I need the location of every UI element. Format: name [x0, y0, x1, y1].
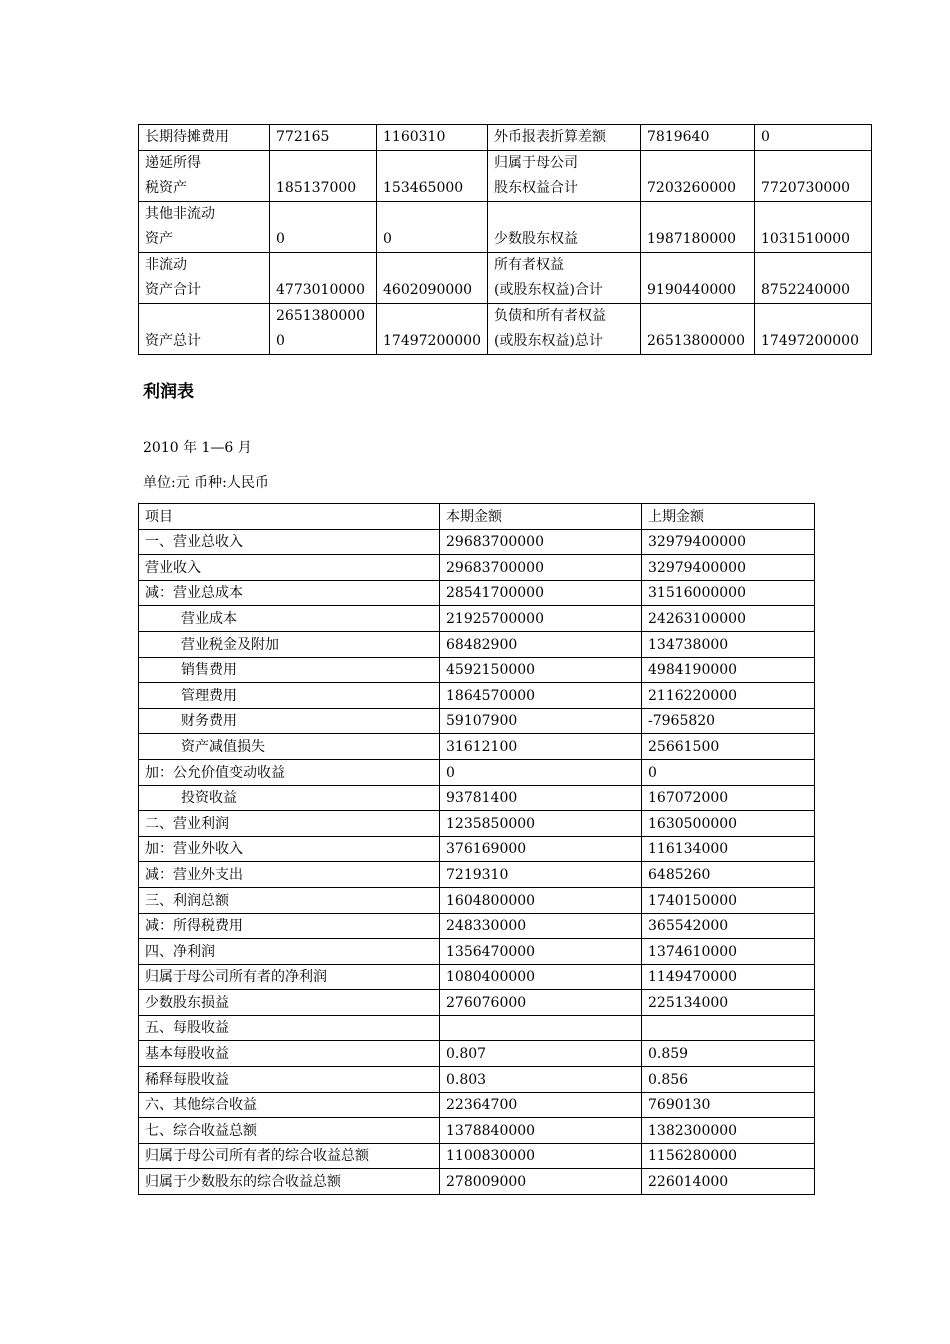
balance-sheet-table [138, 124, 872, 355]
item-label: 营业成本 [139, 606, 440, 632]
asset-label [139, 202, 270, 253]
current-amount: 278009000 [440, 1169, 642, 1195]
table-row [139, 913, 815, 939]
asset-label [139, 151, 270, 202]
current-amount: 276076000 [440, 990, 642, 1016]
item-label: 基本每股收益 [139, 1041, 440, 1067]
current-amount: 1356470000 [440, 939, 642, 965]
item-label: 六、其他综合收益 [139, 1092, 440, 1118]
asset-label [139, 125, 270, 151]
current-amount: 4592150000 [440, 657, 642, 683]
current-amount: 28541700000 [440, 580, 642, 606]
previous-amount: -7965820 [642, 708, 815, 734]
previous-amount: 1374610000 [642, 939, 815, 965]
previous-amount: 167072000 [642, 785, 815, 811]
item-label: 三、利润总额 [139, 887, 440, 913]
table-row [139, 657, 815, 683]
equity-previous: 17497200000 [755, 304, 872, 355]
current-amount: 1864570000 [440, 683, 642, 709]
asset-previous: 17497200000 [377, 304, 488, 355]
previous-amount: 0 [642, 759, 815, 785]
table-row [139, 1169, 815, 1195]
equity-label [488, 253, 641, 304]
current-amount: 68482900 [440, 631, 642, 657]
asset-label [139, 253, 270, 304]
current-amount: 1100830000 [440, 1143, 642, 1169]
table-row [139, 606, 815, 632]
current-amount: 0.807 [440, 1041, 642, 1067]
table-row [139, 811, 815, 837]
equity-previous: 1031510000 [755, 202, 872, 253]
item-label: 财务费用 [139, 708, 440, 734]
table-row [139, 555, 815, 581]
table-row [139, 683, 815, 709]
table-row [139, 939, 815, 965]
table-row [139, 1118, 815, 1144]
table-row [139, 708, 815, 734]
current-amount: 22364700 [440, 1092, 642, 1118]
asset-label-line: 税资产 [145, 180, 187, 196]
previous-amount: 2116220000 [642, 683, 815, 709]
item-label: 加：公允价值变动收益 [139, 759, 440, 785]
table-row [139, 862, 815, 888]
current-amount: 31612100 [440, 734, 642, 760]
asset-label-line: 资产 [145, 231, 173, 247]
current-amount [440, 1015, 642, 1041]
previous-amount: 226014000 [642, 1169, 815, 1195]
income-statement-table [138, 503, 815, 1195]
item-label: 归属于少数股东的综合收益总额 [139, 1169, 440, 1195]
asset-label-line: 长期待摊费用 [145, 129, 229, 145]
table-row [139, 785, 815, 811]
previous-amount: 1149470000 [642, 964, 815, 990]
table-row [139, 202, 872, 253]
previous-amount [642, 1015, 815, 1041]
previous-amount: 0.856 [642, 1067, 815, 1093]
asset-current [270, 304, 377, 355]
current-amount: 248330000 [440, 913, 642, 939]
item-label: 稀释每股收益 [139, 1067, 440, 1093]
equity-label-line: 外币报表折算差额 [494, 129, 606, 145]
previous-amount: 1740150000 [642, 887, 815, 913]
table-row [139, 253, 872, 304]
equity-label [488, 125, 641, 151]
table-row [139, 734, 815, 760]
table-row [139, 1143, 815, 1169]
income-statement-header [139, 504, 815, 530]
previous-amount: 32979400000 [642, 555, 815, 581]
item-label: 归属于母公司所有者的净利润 [139, 964, 440, 990]
previous-amount: 4984190000 [642, 657, 815, 683]
asset-label [139, 304, 270, 355]
previous-amount: 7690130 [642, 1092, 815, 1118]
table-row [139, 990, 815, 1016]
header-previous: 上期金额 [642, 504, 815, 530]
header-current: 本期金额 [440, 504, 642, 530]
table-row [139, 836, 815, 862]
item-label: 资产减值损失 [139, 734, 440, 760]
previous-amount: 1156280000 [642, 1143, 815, 1169]
previous-amount: 31516000000 [642, 580, 815, 606]
equity-label-line: (或股东权益)总计 [494, 333, 603, 349]
current-amount: 0 [440, 759, 642, 785]
current-amount: 93781400 [440, 785, 642, 811]
table-row [139, 1067, 815, 1093]
equity-current: 1987180000 [641, 202, 755, 253]
asset-current: 185137000 [270, 151, 377, 202]
previous-amount: 1630500000 [642, 811, 815, 837]
table-row [139, 151, 872, 202]
table-row [139, 631, 815, 657]
table-row [139, 304, 872, 355]
asset-label-line: 资产总计 [145, 333, 201, 349]
current-amount: 29683700000 [440, 529, 642, 555]
current-amount: 1604800000 [440, 887, 642, 913]
item-label: 一、营业总收入 [139, 529, 440, 555]
asset-current: 772165 [270, 125, 377, 151]
asset-current: 4773010000 [270, 253, 377, 304]
current-amount: 29683700000 [440, 555, 642, 581]
previous-amount: 365542000 [642, 913, 815, 939]
equity-label [488, 151, 641, 202]
equity-label [488, 202, 641, 253]
equity-current: 7203260000 [641, 151, 755, 202]
item-label: 减：营业外支出 [139, 862, 440, 888]
item-label: 营业税金及附加 [139, 631, 440, 657]
item-label: 营业收入 [139, 555, 440, 581]
income-statement-body [139, 529, 815, 1194]
previous-amount: 225134000 [642, 990, 815, 1016]
asset-current: 0 [270, 202, 377, 253]
equity-label-line: 归属于母公司 [494, 155, 578, 171]
balance-sheet-body [139, 125, 872, 355]
item-label: 减：所得税费用 [139, 913, 440, 939]
equity-current: 7819640 [641, 125, 755, 151]
equity-current: 9190440000 [641, 253, 755, 304]
item-label: 加：营业外收入 [139, 836, 440, 862]
current-amount: 1378840000 [440, 1118, 642, 1144]
item-label: 投资收益 [139, 785, 440, 811]
item-label: 七、综合收益总额 [139, 1118, 440, 1144]
table-row [139, 1015, 815, 1041]
table-row [139, 759, 815, 785]
previous-amount: 116134000 [642, 836, 815, 862]
equity-label-line: 少数股东权益 [494, 231, 578, 247]
asset-previous: 4602090000 [377, 253, 488, 304]
header-item: 项目 [139, 504, 440, 530]
current-amount: 59107900 [440, 708, 642, 734]
equity-previous: 0 [755, 125, 872, 151]
asset-label-line: 非流动 [145, 257, 187, 273]
table-row [139, 1092, 815, 1118]
previous-amount: 1382300000 [642, 1118, 815, 1144]
equity-label-line: 负债和所有者权益 [494, 308, 606, 324]
table-row [139, 964, 815, 990]
currency-unit: 单位:元 币种:人民币 [143, 475, 269, 491]
item-label: 销售费用 [139, 657, 440, 683]
asset-previous: 1160310 [377, 125, 488, 151]
header-row [139, 504, 815, 530]
previous-amount: 0.859 [642, 1041, 815, 1067]
previous-amount: 6485260 [642, 862, 815, 888]
item-label: 二、营业利润 [139, 811, 440, 837]
table-row [139, 580, 815, 606]
current-amount: 1080400000 [440, 964, 642, 990]
item-label: 管理费用 [139, 683, 440, 709]
item-label: 归属于母公司所有者的综合收益总额 [139, 1143, 440, 1169]
item-label: 四、净利润 [139, 939, 440, 965]
previous-amount: 25661500 [642, 734, 815, 760]
previous-amount: 134738000 [642, 631, 815, 657]
table-row [139, 887, 815, 913]
equity-label [488, 304, 641, 355]
current-amount: 7219310 [440, 862, 642, 888]
current-amount: 21925700000 [440, 606, 642, 632]
table-row [139, 529, 815, 555]
current-amount: 376169000 [440, 836, 642, 862]
asset-label-line: 递延所得 [145, 155, 201, 171]
income-statement-title: 利润表 [143, 382, 194, 402]
item-label: 五、每股收益 [139, 1015, 440, 1041]
equity-previous: 8752240000 [755, 253, 872, 304]
item-label: 减：营业总成本 [139, 580, 440, 606]
report-period: 2010 年 1—6 月 [143, 440, 252, 456]
equity-label-line: (或股东权益)合计 [494, 282, 603, 298]
previous-amount: 32979400000 [642, 529, 815, 555]
asset-label-line: 资产合计 [145, 282, 201, 298]
table-row [139, 125, 872, 151]
previous-amount: 24263100000 [642, 606, 815, 632]
current-amount: 0.803 [440, 1067, 642, 1093]
equity-label-line: 所有者权益 [494, 257, 564, 273]
equity-label-line: 股东权益合计 [494, 180, 578, 196]
table-row [139, 1041, 815, 1067]
current-amount: 1235850000 [440, 811, 642, 837]
item-label: 少数股东损益 [139, 990, 440, 1016]
equity-previous: 7720730000 [755, 151, 872, 202]
equity-current: 26513800000 [641, 304, 755, 355]
asset-previous: 0 [377, 202, 488, 253]
asset-current-line: 2651380000 [276, 308, 366, 324]
asset-previous: 153465000 [377, 151, 488, 202]
asset-label-line: 其他非流动 [145, 206, 215, 222]
asset-current-line: 0 [276, 333, 285, 349]
